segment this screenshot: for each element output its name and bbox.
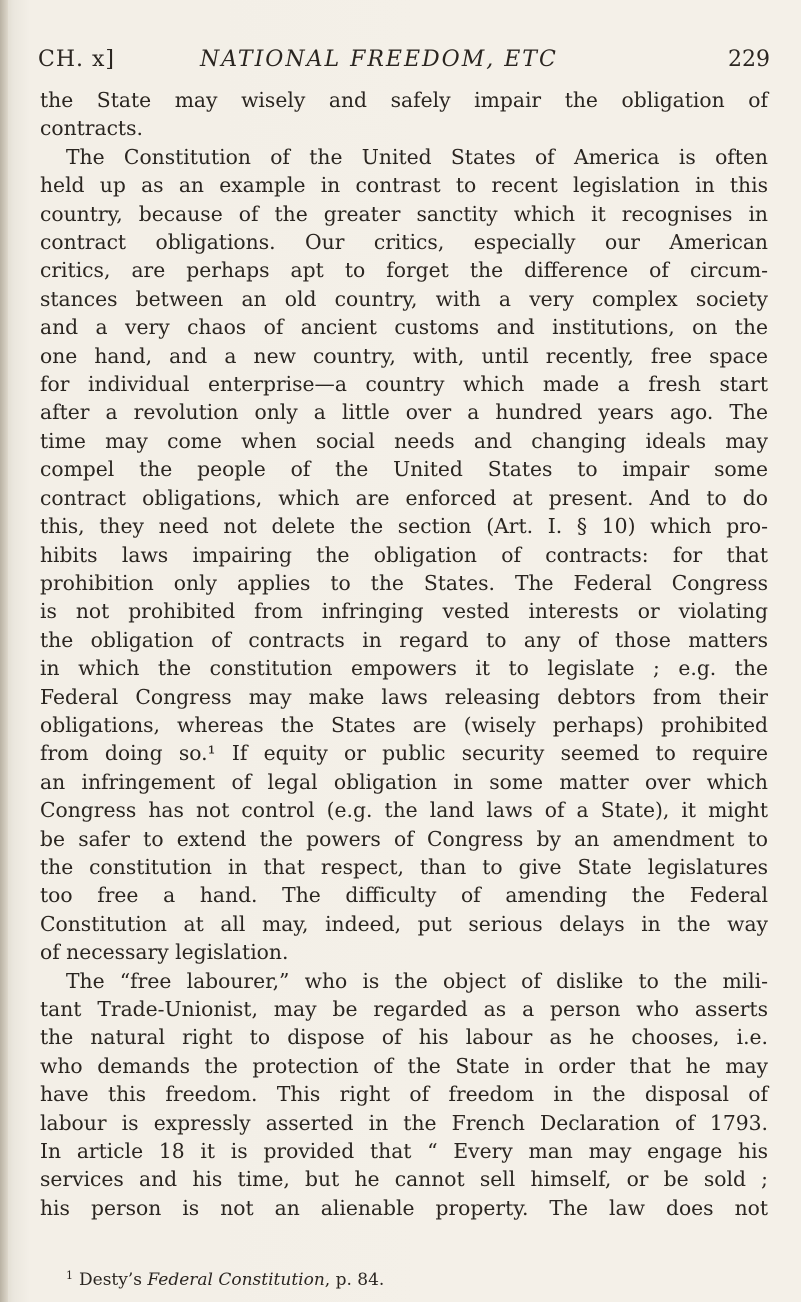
text-line: contract obligations. Our critics, especially our American bbox=[40, 230, 768, 255]
text-line: services and his time, but he cannot sell himself, or be sold ; bbox=[40, 1167, 768, 1192]
text-line: country, because of the greater sanctity which it recognises in bbox=[40, 201, 768, 226]
chapter-label: CH. x] bbox=[38, 47, 115, 72]
text-line: Congress has not control (e.g. the land laws of a State), it might bbox=[40, 798, 768, 823]
text-line: of necessary legislation. bbox=[40, 940, 289, 965]
body-text bbox=[40, 86, 768, 1222]
text-line: hibits laws impairing the obligation of contracts: for that bbox=[40, 542, 768, 567]
text-line: from doing so.¹ If equity or public security seemed to require bbox=[40, 741, 768, 766]
text-line: Constitution at all may, indeed, put serious delays in the way bbox=[40, 911, 768, 936]
text-line: The Constitution of the United States of America is often bbox=[66, 144, 768, 169]
text-line: have this freedom. This right of freedom in the disposal of bbox=[40, 1082, 768, 1107]
text-line: be safer to extend the powers of Congress by an amendment to bbox=[40, 826, 768, 851]
text-line: one hand, and a new country, with, until recently, free space bbox=[40, 343, 768, 368]
text-line: held up as an example in contrast to recent legislation in this bbox=[40, 173, 768, 198]
text-line: after a revolution only a little over a hundred years ago. The bbox=[40, 400, 768, 425]
footnote-marker: 1 bbox=[66, 1269, 73, 1282]
running-head bbox=[38, 40, 770, 80]
text-line: tant Trade-Unionist, may be regarded as a person who asserts bbox=[40, 997, 768, 1021]
text-line: prohibition only applies to the States. The Federal Congress bbox=[40, 570, 768, 595]
text-line: Federal Congress may make laws releasing debtors from their bbox=[40, 684, 768, 709]
text-line: contract obligations, which are enforced at present. And to do bbox=[40, 485, 768, 510]
text-line: this, they need not delete the section (Art. I. § 10) which pro- bbox=[40, 514, 768, 539]
footnote bbox=[66, 1264, 766, 1292]
page-gutter-shadow bbox=[0, 0, 8, 1302]
footnote-title: Federal Constitution bbox=[147, 1270, 325, 1290]
footnote-author: Desty’s bbox=[79, 1270, 142, 1290]
text-line: the constitution in that respect, than to give State legislatures bbox=[40, 854, 768, 879]
text-line: The “free labourer,” who is the object of dislike to the mili- bbox=[66, 968, 768, 993]
text-line: labour is expressly asserted in the French Declaration of 1793. bbox=[40, 1110, 768, 1135]
text-line: stances between an old country, with a very complex society bbox=[40, 286, 768, 311]
text-line: who demands the protection of the State in order that he may bbox=[40, 1053, 768, 1078]
text-line: critics, are perhaps apt to forget the difference of circum- bbox=[40, 258, 768, 283]
text-line: time may come when social needs and changing ideals may bbox=[40, 428, 768, 453]
text-line: in which the constitution empowers it to legislate ; e.g. the bbox=[40, 656, 768, 681]
running-title: NATIONAL FREEDOM, ETC bbox=[200, 47, 558, 72]
text-line: the State may wisely and safely impair the obligation of bbox=[40, 88, 768, 112]
text-line: is not prohibited from infringing vested interests or violating bbox=[40, 599, 768, 624]
text-line: the obligation of contracts in regard to any of those matters bbox=[40, 627, 768, 652]
text-line: obligations, whereas the States are (wisely perhaps) prohibited bbox=[40, 712, 768, 737]
text-line: for individual enterprise—a country which made a fresh start bbox=[40, 372, 768, 397]
page-number: 229 bbox=[728, 47, 770, 72]
text-line: too free a hand. The difficulty of amending the Federal bbox=[40, 883, 768, 908]
text-line: compel the people of the United States to impair some bbox=[40, 457, 768, 482]
text-line: an infringement of legal obligation in some matter over which bbox=[40, 769, 768, 794]
text-line: contracts. bbox=[40, 116, 143, 141]
text-line: his person is not an alienable property. The law does not bbox=[40, 1195, 768, 1220]
text-line: the natural right to dispose of his labour as he chooses, i.e. bbox=[40, 1025, 768, 1050]
text-line: In article 18 it is provided that “ Every man may engage his bbox=[40, 1139, 768, 1164]
footnote-page: , p. 84. bbox=[324, 1270, 385, 1290]
text-line: and a very chaos of ancient customs and institutions, on the bbox=[40, 315, 768, 340]
